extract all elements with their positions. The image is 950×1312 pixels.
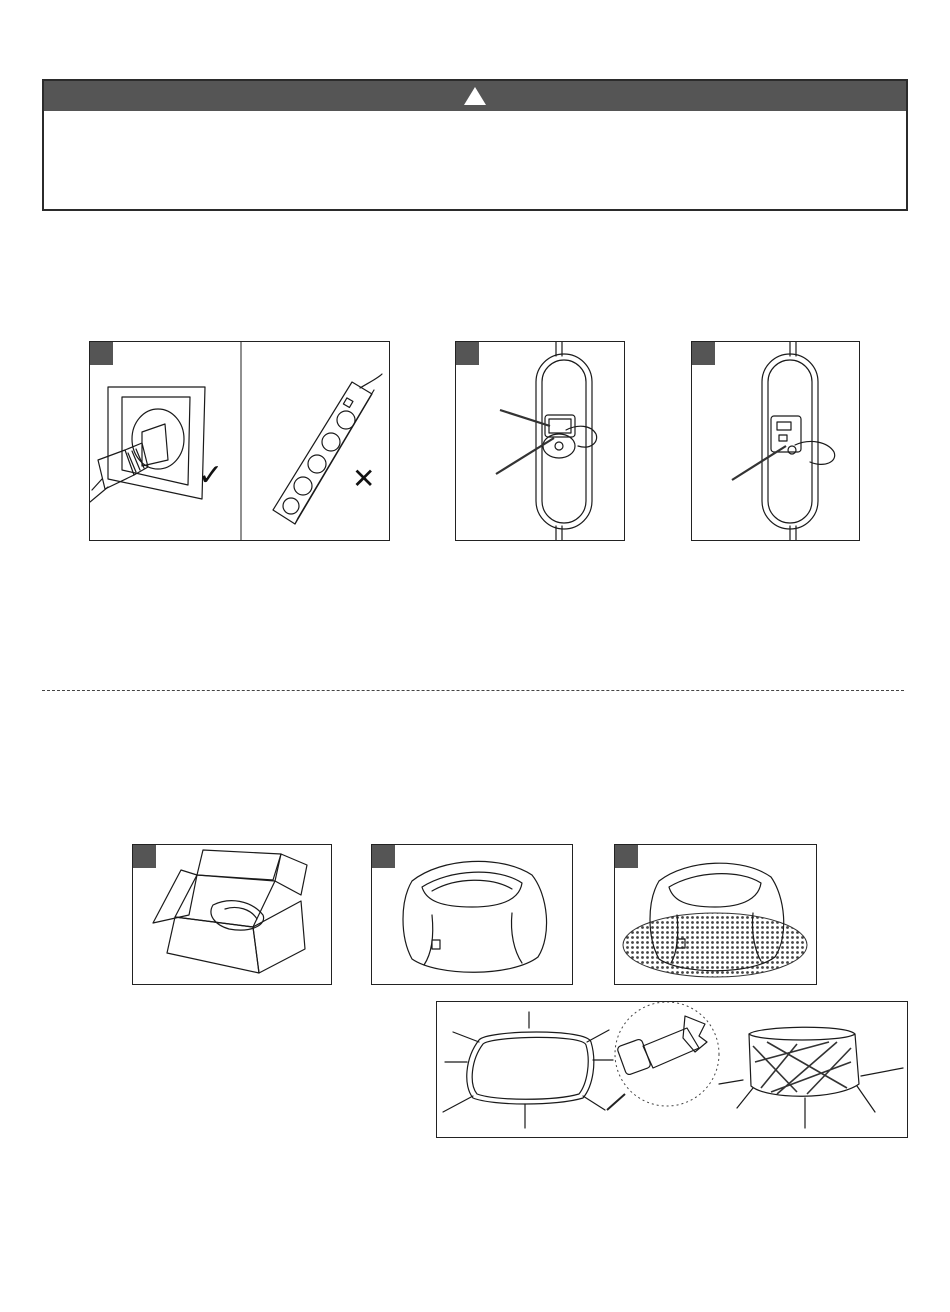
base-frame-illustration [437,1002,907,1137]
buckle-detail-icon [615,1002,719,1106]
figure-plug-socket [89,341,390,541]
figure-unbox [132,844,332,985]
controller-illustration [692,342,859,540]
base-frame-icon [443,1012,625,1128]
warning-box [42,79,908,211]
pointer-arrow-icon [496,438,554,474]
open-box-icon [153,850,307,973]
figure-cushion [371,844,573,985]
power-strip-icon [273,374,382,524]
warning-header [44,81,906,111]
cushion-on-base-icon [623,863,807,977]
section-divider [42,690,904,691]
cross-mark-icon: ✕ [352,462,376,495]
assembled-base-icon [719,1027,903,1128]
plug-illustration [90,342,389,540]
box-illustration [133,845,331,984]
cushion-illustration [372,845,572,984]
figure-cushion-base [614,844,817,985]
check-mark-icon: ✓ [198,458,224,493]
wall-socket-icon [90,387,205,502]
figure-base-frame [436,1001,908,1138]
controller-icon [536,342,597,540]
pointer-arrow-icon [732,446,786,480]
cushion-icon [403,861,547,972]
figure-controller-light [691,341,860,541]
warning-triangle-icon [463,86,487,106]
figure-controller-press [455,341,625,541]
cushion-base-illustration [615,845,816,984]
controller-illustration [456,342,624,540]
controller-icon [762,342,835,540]
